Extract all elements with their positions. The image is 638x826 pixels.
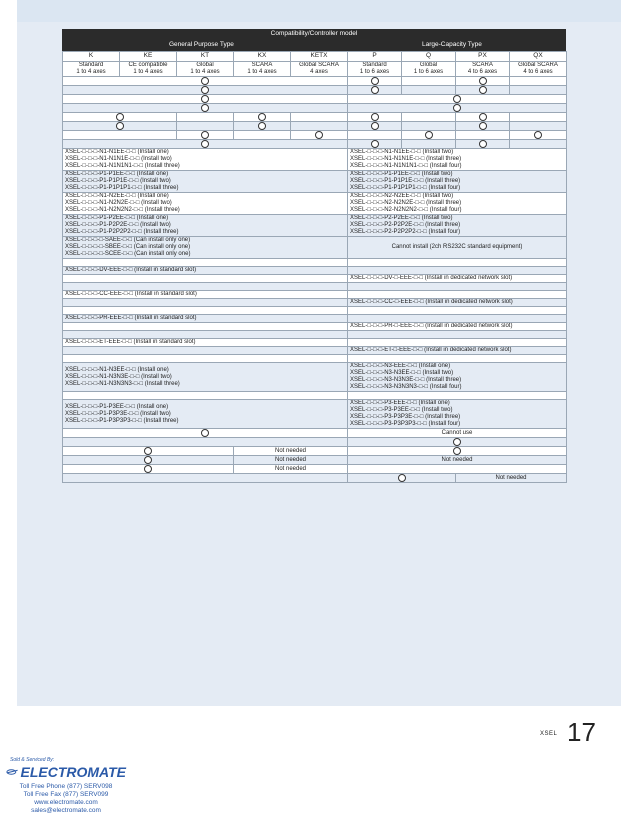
model-code-line: XSEL-□-□-□-P1-P1P1E-□-□ (Install three) xyxy=(350,178,461,184)
table-cell xyxy=(177,131,234,140)
table-cell xyxy=(63,122,177,131)
model-code-line: SCARA xyxy=(472,62,493,68)
table-cell xyxy=(63,331,348,339)
table-cell xyxy=(63,447,234,456)
model-code-line: XSEL-□-□-□-N1-N2N2N2-□-□ (Install three) xyxy=(65,207,180,213)
model-code-line: SCARA xyxy=(251,62,273,68)
circle-icon xyxy=(453,447,461,455)
table-cell xyxy=(348,465,567,474)
table-cell xyxy=(63,429,348,438)
table-cell xyxy=(456,131,510,140)
table-cell xyxy=(234,122,291,131)
circle-icon xyxy=(201,77,209,85)
circle-icon xyxy=(201,95,209,103)
table-cell xyxy=(348,299,567,307)
table-cell xyxy=(234,131,291,140)
circle-icon xyxy=(371,122,379,130)
cell-text: XSEL-□-□-□-DV-□-EEE-□-□ (Install in dedicated network slot) xyxy=(350,275,513,282)
circle-icon xyxy=(453,95,461,103)
table-cell xyxy=(120,52,177,62)
model-code-line: XSEL-□-□-□-P1-P1P1E-□-□ (Install two) xyxy=(65,178,171,184)
circle-icon xyxy=(479,122,487,130)
table-cell xyxy=(291,52,348,62)
table-cell xyxy=(510,86,567,95)
circle-icon xyxy=(201,86,209,94)
model-code-line: XSEL-□-□-□-□-SAEE-□-□ (Can install only one) xyxy=(65,237,191,243)
table-row xyxy=(63,456,567,465)
table-cell xyxy=(63,95,348,104)
model-code-line: XSEL-□-□-□-N3-EEE-□-□ (Install one) xyxy=(350,363,451,369)
table-cell xyxy=(63,474,348,483)
model-code-line: XSEL-□-□-□-□-SBEE-□-□ (Can install only one) xyxy=(65,244,191,250)
table-cell xyxy=(63,392,348,400)
table-cell xyxy=(348,400,567,429)
cell-text: Not needed xyxy=(274,465,307,472)
model-code-line: XSEL-□-□-□-P1-P2P2P2-□-□ (Install three) xyxy=(65,229,179,235)
cell-text: XSEL-□-□-□-PR-□-EEE-□-□ (Install in dedicated network slot) xyxy=(350,323,513,330)
table-cell xyxy=(456,474,567,483)
table-cell xyxy=(63,283,348,291)
table-cell xyxy=(291,131,348,140)
table-cell xyxy=(348,52,402,62)
model-code-line: XSEL-□-□-□-N1-N3N3N3-□-□ (Install three) xyxy=(65,380,180,387)
table-cell xyxy=(63,456,234,465)
table-cell xyxy=(63,347,348,355)
table-cell xyxy=(456,52,510,62)
circle-icon xyxy=(201,104,209,112)
table-cell xyxy=(348,283,567,291)
table-row xyxy=(63,307,567,315)
model-code-line: XSEL-□-□-□-P1-P1EE-□-□ (Install two) xyxy=(350,171,453,177)
cell-text: KETX xyxy=(310,52,328,60)
table-cell xyxy=(348,122,402,131)
cell-text: XSEL-□-□-□-ET-□-EEE-□-□ (Install in dedicated network slot) xyxy=(350,347,512,354)
table-cell xyxy=(510,77,567,86)
table-cell xyxy=(348,171,567,193)
cell-text: XSEL-□-□-□-CC-□-EEE-□-□ (Install in dedicated network slot) xyxy=(350,299,513,306)
circle-icon xyxy=(371,77,379,85)
table-cell xyxy=(348,429,567,438)
table-cell xyxy=(402,86,456,95)
table-cell xyxy=(348,215,567,237)
model-code-line: XSEL-□-□-□-N3-N3N3E-□-□ (Install three) xyxy=(350,377,462,383)
circle-icon xyxy=(371,86,379,94)
table-cell xyxy=(63,171,348,193)
table-cell xyxy=(510,52,567,62)
model-code-line: XSEL-□-□-□-N3-N3N3N3-□-□ (Install four) xyxy=(350,384,462,390)
table-cell xyxy=(234,52,291,62)
table-row xyxy=(63,299,567,307)
circle-icon xyxy=(201,429,209,437)
table-cell xyxy=(63,339,348,347)
table-cell xyxy=(63,131,177,140)
model-code-line: XSEL-□-□-□-P1-P2EE-□-□ (Install one) xyxy=(65,215,169,221)
cell-text: PX xyxy=(478,52,487,60)
table-cell xyxy=(402,62,456,77)
table-row xyxy=(63,283,567,291)
model-code-line: XSEL-□-□-□-N2-N2EE-□-□ (Install two) xyxy=(350,193,454,199)
table-cell xyxy=(348,363,567,392)
model-code-line: XSEL-□-□-□-N1-N1N1E-□-□ (Install two) xyxy=(65,156,172,162)
table-row xyxy=(63,438,567,447)
model-code-line: XSEL-□-□-□-N2-N2N2E-□-□ (Install three) xyxy=(350,200,462,206)
table-row xyxy=(63,447,567,456)
model-code-line: XSEL-□-□-□-N1-N2N2E-□-□ (Install two) xyxy=(65,200,172,206)
table-cell xyxy=(456,62,510,77)
table-cell xyxy=(234,447,348,456)
circle-icon xyxy=(453,438,461,446)
table-row xyxy=(63,131,567,140)
table-cell xyxy=(63,267,348,275)
general-purpose-label: General Purpose Type xyxy=(169,41,234,48)
table-cell xyxy=(348,104,567,113)
table-cell xyxy=(63,363,348,392)
model-code-line: XSEL-□-□-□-N1-N3N3E-□-□ (Install two) xyxy=(65,373,172,380)
table-cell xyxy=(510,140,567,149)
model-code-line: XSEL-□-□-□-N1-N1N1N1-□-□ (Install four) xyxy=(350,163,462,169)
model-code-line: XSEL-□-□-□-P2-P2EE-□-□ (Install two) xyxy=(350,215,453,221)
table-cell xyxy=(510,122,567,131)
table-cell xyxy=(348,113,402,122)
circle-icon xyxy=(479,86,487,94)
footer xyxy=(6,757,126,815)
logo-swoosh-icon xyxy=(6,765,18,779)
table-cell xyxy=(63,193,348,215)
model-code-line: Global xyxy=(196,62,214,68)
table-cell xyxy=(177,62,234,77)
phone-text: Toll Free Phone (877) SERV098 xyxy=(19,783,113,790)
circle-icon xyxy=(371,113,379,121)
table-cell xyxy=(63,275,348,283)
circle-icon xyxy=(315,131,323,139)
cell-text: XSEL-□-□-□-DV-EEE-□-□ (Install in standard slot) xyxy=(65,267,197,274)
circle-icon xyxy=(144,447,152,455)
cell-text: KX xyxy=(257,52,267,60)
circle-icon xyxy=(201,140,209,148)
table-row xyxy=(63,113,567,122)
table-cell xyxy=(63,149,348,171)
table-cell xyxy=(348,291,567,299)
table-row xyxy=(63,149,567,171)
table-cell xyxy=(348,339,567,347)
table-cell xyxy=(456,140,510,149)
table-row xyxy=(63,86,567,95)
cell-text: Not needed xyxy=(495,474,527,481)
table-cell xyxy=(456,122,510,131)
circle-icon xyxy=(144,456,152,464)
table-cell xyxy=(63,104,348,113)
compatibility-table xyxy=(62,51,567,483)
sold-by-text: Sold & Serviced By: xyxy=(10,757,55,763)
model-code-line: XSEL-□-□-□-P1-P1P1P1-□-□ (Install three) xyxy=(65,185,179,191)
model-code-line: XSEL-□-□-□-P3-EEE-□-□ (Install one) xyxy=(350,400,450,406)
model-code-line: XSEL-□-□-□-P1-P3P3P3-□-□ (Install three) xyxy=(65,417,179,424)
table-row xyxy=(63,315,567,323)
circle-icon xyxy=(479,113,487,121)
table-cell xyxy=(348,315,567,323)
circle-icon xyxy=(371,140,379,148)
model-code-line: XSEL-□-□-□-N1-N2EE-□-□ (Install one) xyxy=(65,193,169,199)
model-code-line: XSEL-□-□-□-N1-N1N1N1-□-□ (Install three) xyxy=(65,163,180,169)
model-code-line: XSEL-□-□-□-P2-P2P2E-□-□ (Install three) xyxy=(350,222,461,228)
model-code-line: 1 to 4 axes xyxy=(76,69,106,75)
cell-text: KE xyxy=(143,52,153,60)
model-code-line: XSEL-□-□-□-P1-P1EE-□-□ (Install one) xyxy=(65,171,169,177)
website-link[interactable]: www.electromate.com xyxy=(34,799,98,806)
table-cell xyxy=(348,95,567,104)
cell-text: Not needed xyxy=(274,447,307,454)
fax-text: Toll Free Fax (877) SERV099 xyxy=(23,791,109,798)
table-row xyxy=(63,267,567,275)
table-cell xyxy=(348,237,567,259)
electromate-logo xyxy=(6,764,126,780)
circle-icon xyxy=(425,131,433,139)
table-row xyxy=(63,465,567,474)
table-cell xyxy=(291,122,348,131)
table-cell xyxy=(348,474,456,483)
table-row xyxy=(63,323,567,331)
model-code-line: 1 to 4 axes xyxy=(133,69,163,75)
table-cell xyxy=(63,113,177,122)
compat-title: Compatibility/Controller model xyxy=(270,30,358,37)
model-code-line: Global xyxy=(419,62,438,68)
large-capacity-label: Large-Capacity Type xyxy=(422,41,482,48)
table-cell xyxy=(510,62,567,77)
model-code-line: 4 axes xyxy=(310,69,328,75)
model-code-line: XSEL-□-□-□-N3-N3EE-□-□ (Install two) xyxy=(350,370,454,376)
model-code-line: 1 to 6 axes xyxy=(413,69,444,75)
model-code-line: XSEL-□-□-□-P1-P1P1P1-□-□ (Install four) xyxy=(350,185,461,191)
table-cell xyxy=(234,113,291,122)
table-row xyxy=(63,474,567,483)
cell-text: Not needed xyxy=(274,456,307,463)
circle-icon xyxy=(479,77,487,85)
table-cell xyxy=(348,331,567,339)
circle-icon xyxy=(144,465,152,473)
table-cell xyxy=(63,400,348,429)
table-cell xyxy=(234,456,348,465)
model-code-line: XSEL-□-□-□-P3-P3P3E-□-□ (Install three) xyxy=(350,414,461,420)
table-cell xyxy=(510,113,567,122)
table-cell xyxy=(291,62,348,77)
table-row xyxy=(63,171,567,193)
table-cell xyxy=(234,465,348,474)
table-cell xyxy=(177,52,234,62)
table-cell xyxy=(63,140,348,149)
table-row xyxy=(63,291,567,299)
email-link[interactable]: sales@electromate.com xyxy=(31,807,101,814)
table-cell xyxy=(456,77,510,86)
table-cell xyxy=(348,77,402,86)
table-cell xyxy=(348,438,567,447)
table-cell xyxy=(348,307,567,315)
table-row xyxy=(63,429,567,438)
model-code-line: Global SCARA xyxy=(518,62,558,68)
table-cell xyxy=(177,122,234,131)
model-code-line: CE compatible xyxy=(128,62,168,68)
table-cell xyxy=(63,307,348,315)
table-cell xyxy=(348,86,402,95)
table-row xyxy=(63,77,567,86)
model-code-line: XSEL-□-□-□-N1-N1EE-□-□ (Install two) xyxy=(350,149,454,155)
table-row xyxy=(63,259,567,267)
table-row xyxy=(63,215,567,237)
table-cell xyxy=(63,438,348,447)
table-cell xyxy=(63,323,348,331)
model-code-line: 1 to 6 axes xyxy=(359,69,390,75)
cell-text: XSEL-□-□-□-ET-EEE-□-□ (Install in standard slot) xyxy=(65,339,196,346)
table-row xyxy=(63,331,567,339)
table-cell xyxy=(63,355,348,363)
model-code-line: Standard xyxy=(78,62,104,68)
table-cell xyxy=(63,465,234,474)
table-cell xyxy=(402,140,456,149)
table-row xyxy=(63,400,567,429)
page-label: XSEL xyxy=(540,731,558,737)
table-cell xyxy=(348,259,567,267)
table-row xyxy=(63,275,567,283)
circle-icon xyxy=(116,113,124,121)
table-cell xyxy=(63,259,348,267)
table-row xyxy=(63,363,567,392)
cell-text: QX xyxy=(533,52,543,60)
table-row xyxy=(63,339,567,347)
model-code-line: 1 to 4 axes xyxy=(247,69,277,75)
table-cell xyxy=(402,122,456,131)
model-code-line: Global SCARA xyxy=(299,62,339,68)
table-cell xyxy=(234,62,291,77)
circle-icon xyxy=(201,131,209,139)
cell-text: K xyxy=(88,52,94,60)
table-cell xyxy=(348,131,402,140)
cell-text: XSEL-□-□-□-CC-EEE-□-□ (Install in standard slot) xyxy=(65,291,197,298)
table-cell xyxy=(63,62,120,77)
circle-icon xyxy=(258,122,266,130)
model-code-line: 4 to 6 axes xyxy=(467,69,498,75)
table-row xyxy=(63,52,567,62)
model-code-line: XSEL-□-□-□-P1-P3EE-□-□ (Install one) xyxy=(65,403,169,410)
table-cell xyxy=(348,267,567,275)
cell-text: XSEL-□-□-□-PR-EEE-□-□ (Install in standard slot) xyxy=(65,315,197,322)
table-cell xyxy=(348,149,567,171)
model-code-line: XSEL-□-□-□-N1-N1N1E-□-□ (Install three) xyxy=(350,156,462,162)
table-cell xyxy=(177,113,234,122)
table-row xyxy=(63,237,567,259)
table-cell xyxy=(63,315,348,323)
model-code-line: XSEL-□-□-□-N2-N2N2N2-□-□ (Install four) xyxy=(350,207,462,213)
model-code-line: XSEL-□-□-□-P3-P3EE-□-□ (Install two) xyxy=(350,407,453,413)
table-row xyxy=(63,392,567,400)
circle-icon xyxy=(398,474,406,482)
circle-icon xyxy=(453,104,461,112)
table-cell xyxy=(402,52,456,62)
model-code-line: Standard xyxy=(362,62,387,68)
top-band xyxy=(17,0,621,22)
cell-text: Not needed xyxy=(441,456,473,463)
table-cell xyxy=(402,113,456,122)
table-cell xyxy=(63,86,348,95)
table-cell xyxy=(63,237,348,259)
cell-text: KT xyxy=(200,52,210,60)
table-cell xyxy=(63,215,348,237)
cell-text: P xyxy=(372,52,377,60)
model-code-line: XSEL-□-□-□-N1-N3EE-□-□ (Install one) xyxy=(65,366,169,373)
model-code-line: XSEL-□-□-□-P2-P2P2P2-□-□ (Install four) xyxy=(350,229,461,235)
table-cell xyxy=(402,131,456,140)
table-cell xyxy=(120,62,177,77)
table-cell xyxy=(291,113,348,122)
model-code-line: XSEL-□-□-□-P1-P2P2E-□-□ (Install two) xyxy=(65,222,171,228)
cell-text: Cannot install (2ch RS232C standard equipment) xyxy=(391,244,523,251)
table-cell xyxy=(348,347,567,355)
brand-name: ELECTROMATE xyxy=(20,764,126,780)
table-cell xyxy=(348,140,402,149)
circle-icon xyxy=(534,131,542,139)
table-cell xyxy=(348,62,402,77)
table-cell xyxy=(348,456,567,465)
circle-icon xyxy=(258,113,266,121)
table-row xyxy=(63,104,567,113)
model-code-line: 4 to 6 axes xyxy=(523,69,553,75)
table-header xyxy=(62,29,566,51)
circle-icon xyxy=(479,140,487,148)
table-cell xyxy=(348,355,567,363)
table-cell xyxy=(402,77,456,86)
table-cell xyxy=(348,275,567,283)
table-cell xyxy=(456,113,510,122)
model-code-line: 1 to 4 axes xyxy=(190,69,220,75)
table-cell xyxy=(63,299,348,307)
table-cell xyxy=(348,193,567,215)
table-cell xyxy=(510,131,567,140)
table-row xyxy=(63,355,567,363)
table-cell xyxy=(456,86,510,95)
table-row xyxy=(63,140,567,149)
table-row xyxy=(63,62,567,77)
table-row xyxy=(63,122,567,131)
table-cell xyxy=(63,52,120,62)
table-cell xyxy=(348,392,567,400)
table-row xyxy=(63,95,567,104)
model-code-line: XSEL-□-□-□-N1-N1EE-□-□ (Install one) xyxy=(65,149,169,155)
table-cell xyxy=(348,447,567,456)
model-code-line: XSEL-□-□-□-□-SCEE-□-□ (Can install only one) xyxy=(65,251,191,257)
table-cell xyxy=(348,323,567,331)
model-code-line: XSEL-□-□-□-P3-P3P3P3-□-□ (Install four) xyxy=(350,421,461,427)
model-code-line: XSEL-□-□-□-P1-P3P3E-□-□ (Install two) xyxy=(65,410,171,417)
circle-icon xyxy=(116,122,124,130)
table-row xyxy=(63,347,567,355)
page-number: 17 xyxy=(567,717,596,747)
table-row xyxy=(63,193,567,215)
table-cell xyxy=(63,77,348,86)
cell-text: Q xyxy=(425,52,432,60)
cell-text: Cannot use xyxy=(441,429,473,436)
table-cell xyxy=(63,291,348,299)
